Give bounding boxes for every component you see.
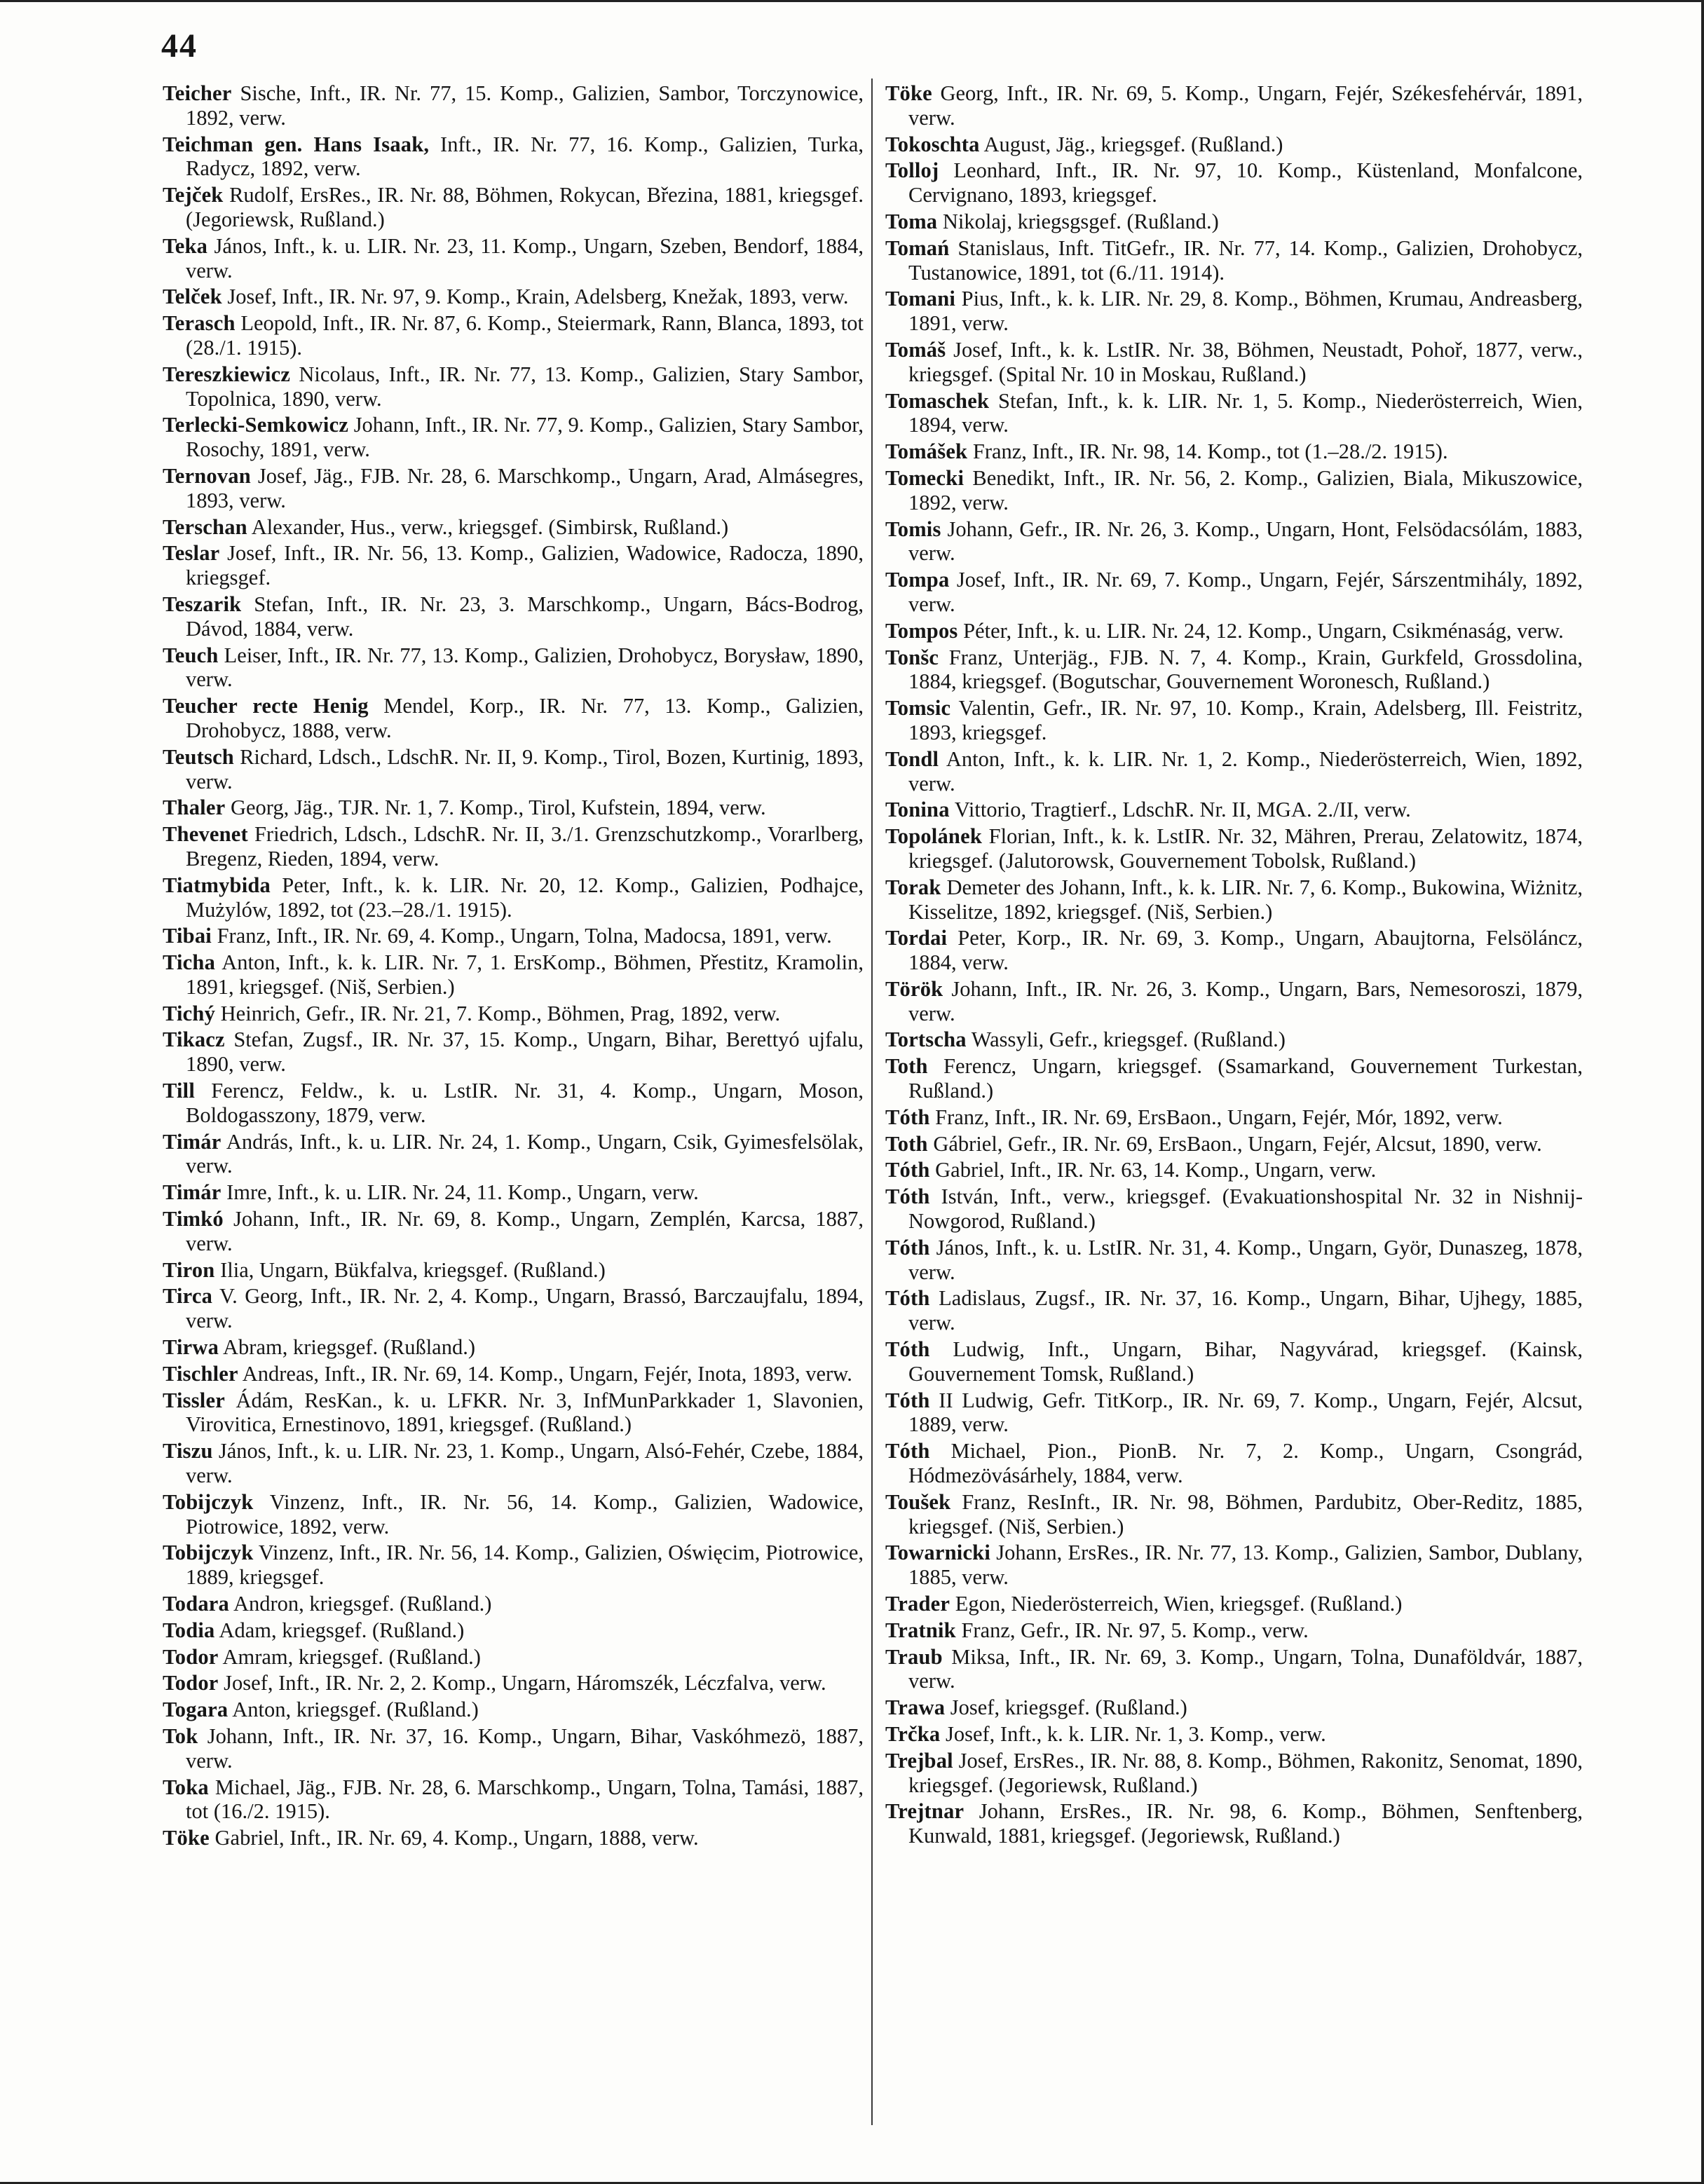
entry-surname: Tokoschta bbox=[885, 132, 980, 156]
entry-surname: Tordai bbox=[885, 926, 948, 950]
entry-surname: Tiatmybida bbox=[163, 873, 271, 897]
entry-details: Stefan, Inft., IR. Nr. 23, 3. Marschkomp., Ungarn, Bács-Bodrog, Dávod, 1884, verw. bbox=[186, 592, 864, 641]
entry-details: Friedrich, Ldsch., LdschR. Nr. II, 3./1. Grenzschutzkomp., Vorarlberg, Bregenz, Rieden, 1894, verw. bbox=[186, 822, 864, 871]
register-entry bbox=[163, 1258, 864, 1283]
entry-details: Johann, Inft., IR. Nr. 69, 8. Komp., Ungarn, Zemplén, Karcsa, 1887, verw. bbox=[186, 1207, 864, 1255]
entry-surname: Tomecki bbox=[885, 465, 965, 490]
entry-surname: Tok bbox=[163, 1724, 198, 1748]
entry-details: Pius, Inft., k. k. LIR. Nr. 29, 8. Komp., Böhmen, Krumau, Andreasberg, 1891, verw. bbox=[908, 287, 1583, 336]
entry-surname: Tischler bbox=[163, 1361, 238, 1386]
entry-details: Andreas, Inft., IR. Nr. 69, 14. Komp., Ungarn, Fejér, Inota, 1893, verw. bbox=[238, 1361, 852, 1386]
entry-surname: Teslar bbox=[163, 541, 220, 566]
register-entry bbox=[163, 822, 864, 871]
column-divider bbox=[871, 79, 873, 2125]
entry-surname: Teichman gen. Hans Isaak, bbox=[163, 132, 430, 156]
entry-details: Franz, Unterjäg., FJB. N. 7, 4. Komp., Krain, Gurkfeld, Grossdolina, 1884, kriegsgef. (Bogutschar, Gouvernement Woronesch, Rußland.) bbox=[908, 645, 1583, 694]
entry-surname: Togara bbox=[163, 1698, 229, 1722]
entry-details: Ferencz, Feldw., k. u. LstIR. Nr. 31, 4. Komp., Ungarn, Moson, Boldogasszony, 1879, verw. bbox=[186, 1079, 864, 1127]
entry-details: Michael, Pion., PionB. Nr. 7, 2. Komp., Ungarn, Csongrád, Hódmezövásárhely, 1884, verw. bbox=[908, 1439, 1583, 1488]
entry-details: Stefan, Inft., k. k. LIR. Nr. 1, 5. Komp., Niederösterreich, Wien, 1894, verw. bbox=[908, 388, 1583, 437]
register-entry bbox=[885, 798, 1583, 822]
register-entry bbox=[885, 439, 1583, 464]
entry-surname: Tichý bbox=[163, 1001, 216, 1025]
entry-surname: Tobijczyk bbox=[163, 1541, 254, 1565]
register-entry bbox=[163, 1775, 864, 1824]
entry-surname: Tóth bbox=[885, 1337, 930, 1362]
entry-details: Rudolf, ErsRes., IR. Nr. 88, Böhmen, Rokycan, Březina, 1881, kriegsgef. (Jegoriewsk, Rußland.) bbox=[186, 183, 864, 231]
entry-surname: Trčka bbox=[885, 1722, 941, 1746]
register-entry bbox=[163, 1592, 864, 1616]
entry-surname: Topolánek bbox=[885, 824, 982, 849]
entry-surname: Tibai bbox=[163, 924, 212, 948]
entry-surname: Tiron bbox=[163, 1257, 215, 1282]
entry-surname: Telček bbox=[163, 285, 222, 309]
register-entry bbox=[885, 646, 1583, 695]
register-entry bbox=[885, 747, 1583, 796]
entry-surname: Tonina bbox=[885, 798, 950, 822]
register-entry bbox=[163, 1826, 864, 1850]
page-frame-top bbox=[0, 0, 1704, 2]
entry-surname: Török bbox=[885, 976, 943, 1001]
entry-details: Valentin, Gefr., IR. Nr. 97, 10. Komp., Krain, Adelsberg, Ill. Feistritz, 1893, kriegsgef. bbox=[908, 696, 1583, 744]
entry-surname: Tomań bbox=[885, 236, 950, 260]
entry-surname: Tereszkiewicz bbox=[163, 362, 291, 386]
register-entry bbox=[163, 1618, 864, 1643]
left-column bbox=[163, 81, 864, 1852]
entry-surname: Tomsic bbox=[885, 696, 951, 721]
register-entry bbox=[163, 1028, 864, 1077]
entry-details: Josef, Inft., k. k. LstIR. Nr. 38, Böhmen, Neustadt, Pohoř, 1877, verw., kriegsgef. (Spital Nr. 10 in Moskau, Rußland.) bbox=[908, 337, 1583, 386]
entry-surname: Trejtnar bbox=[885, 1799, 965, 1824]
entry-details: Peter, Korp., IR. Nr. 69, 3. Komp., Ungarn, Abaujtorna, Felsöláncz, 1884, verw. bbox=[908, 926, 1583, 975]
entry-surname: Toma bbox=[885, 209, 938, 233]
register-entry bbox=[163, 745, 864, 794]
entry-details: Georg, Jäg., TJR. Nr. 1, 7. Komp., Tirol, Kufstein, 1894, verw. bbox=[225, 796, 766, 820]
entry-surname: Teutsch bbox=[163, 744, 234, 769]
entry-details: Franz, Inft., IR. Nr. 69, ErsBaon., Ungarn, Fejér, Mór, 1892, verw. bbox=[929, 1105, 1503, 1129]
register-entry bbox=[885, 1158, 1583, 1182]
register-entry bbox=[163, 643, 864, 692]
entry-surname: Tóth bbox=[885, 1286, 930, 1311]
entry-surname: Tomáš bbox=[885, 337, 946, 362]
entry-details: Leiser, Inft., IR. Nr. 77, 13. Komp., Galizien, Drohobycz, Borysław, 1890, verw. bbox=[186, 643, 864, 692]
entry-surname: Timkó bbox=[163, 1207, 224, 1231]
entry-details: Heinrich, Gefr., IR. Nr. 21, 7. Komp., Böhmen, Prag, 1892, verw. bbox=[215, 1001, 781, 1025]
entry-details: Franz, Inft., IR. Nr. 98, 14. Komp., tot (1.–28./2. 1915). bbox=[967, 439, 1448, 464]
register-entry bbox=[885, 81, 1583, 130]
entry-surname: Tirwa bbox=[163, 1335, 219, 1360]
entry-surname: Tondl bbox=[885, 746, 939, 771]
entry-details: Ludwig, Inft., Ungarn, Bihar, Nagyvárad, kriegsgef. (Kainsk, Gouvernement Tomsk, Rußland.) bbox=[908, 1337, 1583, 1386]
register-entry bbox=[163, 1207, 864, 1256]
register-entry bbox=[885, 1695, 1583, 1720]
entry-details: Leonhard, Inft., IR. Nr. 97, 10. Komp., Küstenland, Monfalcone, Cervignano, 1893, kriegsgef. bbox=[908, 158, 1583, 207]
entry-details: Josef, Inft., IR. Nr. 2, 2. Komp., Ungarn, Háromszék, Léczfalva, verw. bbox=[218, 1671, 826, 1695]
entry-surname: Tompos bbox=[885, 618, 958, 643]
register-entry bbox=[885, 1028, 1583, 1052]
entry-surname: Trawa bbox=[885, 1695, 946, 1720]
register-entry bbox=[885, 1618, 1583, 1643]
entry-details: Gábriel, Gefr., IR. Nr. 69, ErsBaon., Ungarn, Fejér, Alcsut, 1890, verw. bbox=[927, 1131, 1542, 1156]
entry-surname: Tóth bbox=[885, 1439, 930, 1463]
register-entry bbox=[163, 81, 864, 130]
entry-details: Franz, Inft., IR. Nr. 69, 4. Komp., Ungarn, Tolna, Madocsa, 1891, verw. bbox=[211, 924, 832, 948]
entry-details: Johann, ErsRes., IR. Nr. 77, 13. Komp., Galizien, Sambor, Dublany, 1885, verw. bbox=[908, 1541, 1583, 1590]
register-entry bbox=[163, 1130, 864, 1179]
register-entry bbox=[163, 1180, 864, 1205]
entry-details: Johann, Inft., IR. Nr. 26, 3. Komp., Ungarn, Bars, Nemesoroszi, 1879, verw. bbox=[908, 976, 1583, 1025]
entry-surname: Thaler bbox=[163, 796, 226, 820]
entry-details: Mendel, Korp., IR. Nr. 77, 13. Komp., Galizien, Drohobycz, 1888, verw. bbox=[186, 694, 864, 742]
entry-details: Vinzenz, Inft., IR. Nr. 56, 14. Komp., Galizien, Oświęcim, Piotrowice, 1889, kriegsgef. bbox=[186, 1541, 864, 1590]
entry-details: Amram, kriegsgef. (Rußland.) bbox=[218, 1644, 481, 1669]
register-entry bbox=[885, 619, 1583, 643]
register-entry bbox=[885, 1645, 1583, 1694]
entry-surname: Tóth bbox=[885, 1185, 930, 1209]
entry-details: Anton, Inft., k. k. LIR. Nr. 1, 2. Komp., Niederösterreich, Wien, 1892, verw. bbox=[908, 746, 1583, 796]
entry-surname: Todor bbox=[163, 1644, 219, 1669]
entry-details: Anton, Inft., k. k. LIR. Nr. 7, 1. ErsKomp., Böhmen, Přestitz, Kramolin, 1891, kriegsgef. (Niš, Serbien.) bbox=[186, 950, 864, 999]
entry-surname: Torak bbox=[885, 875, 941, 899]
entry-surname: Toušek bbox=[885, 1489, 951, 1514]
entry-details: Imre, Inft., k. u. LIR. Nr. 24, 11. Komp., Ungarn, verw. bbox=[221, 1180, 699, 1205]
entry-details: Josef, Inft., IR. Nr. 56, 13. Komp., Galizien, Wadowice, Radocza, 1890, kriegsgef. bbox=[186, 541, 864, 590]
register-entry bbox=[163, 1079, 864, 1128]
entry-details: Vinzenz, Inft., IR. Nr. 56, 14. Komp., Galizien, Wadowice, Piotrowice, 1892, verw. bbox=[186, 1489, 864, 1538]
register-entry bbox=[885, 568, 1583, 617]
entry-details: András, Inft., k. u. LIR. Nr. 24, 1. Komp., Ungarn, Csik, Gyimesfelsölak, verw. bbox=[186, 1129, 864, 1178]
entry-details: Peter, Inft., k. k. LIR. Nr. 20, 12. Komp., Galizien, Podhajce, Mużylów, 1892, tot (23.–28./1. 1915). bbox=[186, 873, 864, 922]
page-frame-right bbox=[1701, 0, 1704, 2184]
entry-surname: Tobijczyk bbox=[163, 1489, 254, 1514]
register-entry bbox=[885, 1439, 1583, 1488]
register-entry bbox=[163, 1698, 864, 1722]
register-entry bbox=[885, 1490, 1583, 1539]
entry-details: Franz, ResInft., IR. Nr. 98, Böhmen, Pardubitz, Ober-Reditz, 1885, kriegsgef. (Niš, Serbien.) bbox=[908, 1489, 1583, 1538]
register-entry bbox=[163, 1724, 864, 1773]
register-entry bbox=[163, 1002, 864, 1026]
register-entry bbox=[163, 515, 864, 540]
entry-surname: Tikacz bbox=[163, 1028, 225, 1052]
register-entry bbox=[163, 1439, 864, 1488]
register-entry bbox=[163, 924, 864, 948]
register-entry bbox=[885, 1388, 1583, 1438]
entry-surname: Tomani bbox=[885, 287, 956, 311]
entry-details: János, Inft., k. u. LIR. Nr. 23, 11. Komp., Ungarn, Szeben, Bendorf, 1884, verw. bbox=[186, 233, 864, 282]
entry-details: Ilia, Ungarn, Bükfalva, kriegsgef. (Rußland.) bbox=[214, 1257, 606, 1282]
entry-details: Abram, kriegsgef. (Rußland.) bbox=[219, 1335, 476, 1360]
entry-details: Ádám, ResKan., k. u. LFKR. Nr. 3, InfMunParkkader 1, Slavonien, Virovitica, Ernestinovo, 1891, kriegsgef. (Rußland.) bbox=[186, 1388, 864, 1437]
register-entry bbox=[163, 234, 864, 283]
entry-surname: Teucher recte Henig bbox=[163, 694, 369, 718]
register-entry bbox=[163, 183, 864, 232]
entry-details: István, Inft., verw., kriegsgef. (Evakuationshospital Nr. 32 in Nishnij-Nowgorod, Rußland.) bbox=[908, 1185, 1583, 1234]
register-entry bbox=[885, 236, 1583, 285]
register-entry bbox=[885, 158, 1583, 207]
entry-surname: Tóth bbox=[885, 1235, 930, 1260]
entry-surname: Towarnicki bbox=[885, 1541, 991, 1565]
entry-details: Georg, Inft., IR. Nr. 69, 5. Komp., Ungarn, Fejér, Székesfehérvár, 1891, verw. bbox=[908, 81, 1583, 130]
entry-surname: Töke bbox=[163, 1826, 210, 1850]
register-entry bbox=[885, 696, 1583, 745]
entry-surname: Teka bbox=[163, 233, 208, 258]
right-column bbox=[885, 81, 1583, 1850]
entry-details: Johann, Inft., IR. Nr. 37, 16. Komp., Ungarn, Bihar, Vaskóhmezö, 1887, verw. bbox=[186, 1724, 864, 1773]
entry-surname: Terschan bbox=[163, 514, 247, 539]
entry-surname: Tomášek bbox=[885, 439, 968, 464]
entry-surname: Tortscha bbox=[885, 1028, 967, 1052]
entry-surname: Teuch bbox=[163, 643, 219, 667]
register-entry bbox=[885, 1236, 1583, 1285]
entry-surname: Tissler bbox=[163, 1388, 225, 1412]
entry-details: János, Inft., k. u. LIR. Nr. 23, 1. Komp., Ungarn, Alsó-Fehér, Czebe, 1884, verw. bbox=[186, 1439, 864, 1488]
register-entry bbox=[885, 1541, 1583, 1590]
entry-surname: Todia bbox=[163, 1618, 215, 1642]
entry-details: Alexander, Hus., verw., kriegsgef. (Simbirsk, Rußland.) bbox=[247, 514, 729, 539]
entry-surname: Timár bbox=[163, 1129, 221, 1154]
register-entry bbox=[885, 977, 1583, 1026]
entry-surname: Teicher bbox=[163, 81, 232, 105]
register-entry bbox=[163, 1671, 864, 1695]
register-entry bbox=[163, 132, 864, 182]
entry-details: Richard, Ldsch., LdschR. Nr. II, 9. Komp., Tirol, Bozen, Kurtinig, 1893, verw. bbox=[186, 744, 864, 793]
register-entry bbox=[885, 1286, 1583, 1335]
entry-surname: Todor bbox=[163, 1671, 219, 1695]
entry-surname: Tejček bbox=[163, 183, 224, 207]
entry-surname: Tomis bbox=[885, 517, 941, 541]
entry-details: Péter, Inft., k. u. LIR. Nr. 24, 12. Komp., Ungarn, Csikménaság, verw. bbox=[957, 618, 1564, 643]
register-entry bbox=[885, 1054, 1583, 1103]
register-entry bbox=[885, 210, 1583, 234]
register-entry bbox=[163, 311, 864, 360]
register-entry bbox=[163, 1335, 864, 1360]
entry-surname: Timár bbox=[163, 1180, 221, 1205]
entry-details: Vittorio, Tragtierf., LdschR. Nr. II, MGA. 2./II, verw. bbox=[949, 798, 1411, 822]
register-entry bbox=[163, 285, 864, 309]
entry-surname: Todara bbox=[163, 1592, 229, 1616]
register-entry bbox=[885, 1592, 1583, 1616]
entry-surname: Toth bbox=[885, 1054, 928, 1079]
entry-details: Josef, Inft., IR. Nr. 97, 9. Komp., Krain, Adelsberg, Knežak, 1893, verw. bbox=[221, 285, 849, 309]
register-entry bbox=[163, 413, 864, 462]
entry-details: Inft., IR. Nr. 77, 16. Komp., Galizien, Turka, Radycz, 1892, verw. bbox=[186, 132, 864, 181]
register-entry bbox=[163, 464, 864, 513]
register-entry bbox=[163, 592, 864, 641]
entry-surname: Tratnik bbox=[885, 1618, 956, 1642]
register-entry bbox=[885, 389, 1583, 438]
entry-surname: Traub bbox=[885, 1644, 943, 1669]
register-entry bbox=[885, 1337, 1583, 1386]
register-entry bbox=[885, 1799, 1583, 1848]
entry-surname: Trejbal bbox=[885, 1748, 953, 1773]
entry-surname: Teszarik bbox=[163, 592, 242, 616]
register-entry bbox=[885, 287, 1583, 336]
entry-surname: Tonšc bbox=[885, 645, 939, 669]
entry-details: Josef, ErsRes., IR. Nr. 88, 8. Komp., Böhmen, Rakonitz, Senomat, 1890, kriegsgef. (Jegoriewsk, Rußland.) bbox=[908, 1748, 1583, 1797]
entry-surname: Tóth bbox=[885, 1388, 930, 1412]
entry-details: Josef, Inft., k. k. LIR. Nr. 1, 3. Komp., verw. bbox=[940, 1722, 1326, 1746]
entry-details: II Ludwig, Gefr. TitKorp., IR. Nr. 69, 7. Komp., Ungarn, Fejér, Alcsut, 1889, verw. bbox=[908, 1388, 1583, 1437]
register-entry bbox=[885, 926, 1583, 975]
register-entry bbox=[885, 824, 1583, 873]
entry-details: Leopold, Inft., IR. Nr. 87, 6. Komp., Steiermark, Rann, Blanca, 1893, tot (28./1. 1915). bbox=[186, 311, 864, 360]
register-entry bbox=[163, 1490, 864, 1539]
register-entry bbox=[163, 796, 864, 820]
register-entry bbox=[163, 1645, 864, 1670]
register-entry bbox=[885, 132, 1583, 157]
entry-details: Andron, kriegsgef. (Rußland.) bbox=[229, 1592, 492, 1616]
entry-surname: Tóth bbox=[885, 1105, 930, 1129]
entry-details: Michael, Jäg., FJB. Nr. 28, 6. Marschkomp., Ungarn, Tolna, Tamási, 1887, tot (16./2. 1915). bbox=[186, 1775, 864, 1824]
entry-details: János, Inft., k. u. LstIR. Nr. 31, 4. Komp., Ungarn, Györ, Dunaszeg, 1878, verw. bbox=[908, 1235, 1583, 1284]
register-entry bbox=[163, 1388, 864, 1438]
entry-surname: Tomaschek bbox=[885, 388, 990, 413]
entry-details: Franz, Gefr., IR. Nr. 97, 5. Komp., verw. bbox=[955, 1618, 1309, 1642]
entry-details: V. Georg, Inft., IR. Nr. 2, 4. Komp., Ungarn, Brassó, Barczaujfalu, 1894, verw. bbox=[186, 1284, 864, 1333]
entry-details: Benedikt, Inft., IR. Nr. 56, 2. Komp., Galizien, Biala, Mikuszowice, 1892, verw. bbox=[908, 465, 1583, 514]
entry-surname: Thevenet bbox=[163, 822, 248, 847]
entry-details: Ladislaus, Zugsf., IR. Nr. 37, 16. Komp., Ungarn, Bihar, Ujhegy, 1885, verw. bbox=[908, 1286, 1583, 1335]
entry-details: Miksa, Inft., IR. Nr. 69, 3. Komp., Ungarn, Tolna, Dunaföldvár, 1887, verw. bbox=[908, 1644, 1583, 1693]
page-number: 44 bbox=[161, 27, 198, 64]
entry-details: Josef, Jäg., FJB. Nr. 28, 6. Marschkomp., Ungarn, Arad, Almásegres, 1893, verw. bbox=[186, 463, 864, 512]
entry-details: Johann, Inft., IR. Nr. 77, 9. Komp., Galizien, Stary Sambor, Rosochy, 1891, verw. bbox=[186, 413, 864, 462]
entry-details: August, Jäg., kriegsgef. (Rußland.) bbox=[979, 132, 1283, 156]
entry-surname: Tirca bbox=[163, 1284, 213, 1309]
entry-details: Gabriel, Inft., IR. Nr. 63, 14. Komp., Ungarn, verw. bbox=[929, 1158, 1377, 1182]
register-entry bbox=[885, 875, 1583, 924]
register-entry bbox=[163, 950, 864, 999]
entry-surname: Till bbox=[163, 1079, 196, 1103]
entry-surname: Tompa bbox=[885, 568, 950, 592]
entry-details: Johann, Gefr., IR. Nr. 26, 3. Komp., Ungarn, Hont, Felsödacsólám, 1883, verw. bbox=[908, 517, 1583, 566]
entry-surname: Töke bbox=[885, 81, 932, 105]
entry-details: Gabriel, Inft., IR. Nr. 69, 4. Komp., Ungarn, 1888, verw. bbox=[209, 1826, 699, 1850]
entry-surname: Trader bbox=[885, 1592, 950, 1616]
register-entry bbox=[885, 1185, 1583, 1234]
entry-surname: Ternovan bbox=[163, 463, 251, 488]
register-entry bbox=[163, 1541, 864, 1590]
entry-details: Anton, kriegsgef. (Rußland.) bbox=[228, 1698, 479, 1722]
entry-details: Stanislaus, Inft. TitGefr., IR. Nr. 77, 14. Komp., Galizien, Drohobycz, Tustanowice, 1891, tot (6./11. 1914). bbox=[908, 236, 1583, 285]
register-entry bbox=[885, 517, 1583, 566]
register-entry bbox=[163, 362, 864, 411]
entry-surname: Terasch bbox=[163, 311, 236, 336]
register-entry bbox=[163, 694, 864, 743]
register-entry bbox=[885, 466, 1583, 515]
entry-details: Nikolaj, kriegsgsgef. (Rußland.) bbox=[937, 209, 1219, 233]
entry-surname: Ticha bbox=[163, 950, 216, 975]
entry-surname: Toth bbox=[885, 1131, 928, 1156]
register-entry bbox=[885, 1105, 1583, 1130]
entry-details: Stefan, Zugsf., IR. Nr. 37, 15. Komp., Ungarn, Bihar, Berettyó ujfalu, 1890, verw. bbox=[186, 1028, 864, 1077]
entry-details: Josef, Inft., IR. Nr. 69, 7. Komp., Ungarn, Fejér, Sárszentmihály, 1892, verw. bbox=[908, 568, 1583, 616]
entry-surname: Tiszu bbox=[163, 1439, 213, 1463]
entry-details: Wassyli, Gefr., kriegsgef. (Rußland.) bbox=[966, 1028, 1286, 1052]
entry-surname: Tóth bbox=[885, 1158, 930, 1182]
entry-surname: Toka bbox=[163, 1775, 209, 1799]
entry-details: Sische, Inft., IR. Nr. 77, 15. Komp., Galizien, Sambor, Torczynowice, 1892, verw. bbox=[186, 81, 864, 130]
register-entry bbox=[885, 338, 1583, 387]
register-entry bbox=[163, 541, 864, 590]
entry-details: Josef, kriegsgef. (Rußland.) bbox=[945, 1695, 1187, 1720]
entry-details: Ferencz, Ungarn, kriegsgef. (Ssamarkand, Gouvernement Turkestan, Rußland.) bbox=[908, 1054, 1583, 1103]
register-entry bbox=[163, 1284, 864, 1333]
entry-surname: Terlecki-Semkowicz bbox=[163, 413, 349, 437]
entry-surname: Tolloj bbox=[885, 158, 939, 183]
register-entry bbox=[885, 1132, 1583, 1156]
register-entry bbox=[163, 1362, 864, 1386]
entry-details: Adam, kriegsgef. (Rußland.) bbox=[214, 1618, 465, 1642]
register-entry bbox=[885, 1749, 1583, 1798]
register-entry bbox=[163, 873, 864, 922]
entry-details: Nicolaus, Inft., IR. Nr. 77, 13. Komp., Galizien, Stary Sambor, Topolnica, 1890, verw. bbox=[186, 362, 864, 411]
register-entry bbox=[885, 1722, 1583, 1747]
entry-details: Egon, Niederösterreich, Wien, kriegsgef. (Rußland.) bbox=[950, 1592, 1403, 1616]
entry-details: Demeter des Johann, Inft., k. k. LIR. Nr. 7, 6. Komp., Bukowina, Wiżnitz, Kisselitze, 1892, kriegsgef. (Niš, Serbien.) bbox=[908, 875, 1583, 924]
entry-details: Florian, Inft., k. k. LstIR. Nr. 32, Mähren, Prerau, Zelatowitz, 1874, kriegsgef. (Jalutorowsk, Gouvernement Tobolsk, Rußland.) bbox=[908, 824, 1583, 873]
entry-details: Johann, ErsRes., IR. Nr. 98, 6. Komp., Böhmen, Senftenberg, Kunwald, 1881, kriegsgef. (Jegoriewsk, Rußland.) bbox=[908, 1799, 1583, 1848]
